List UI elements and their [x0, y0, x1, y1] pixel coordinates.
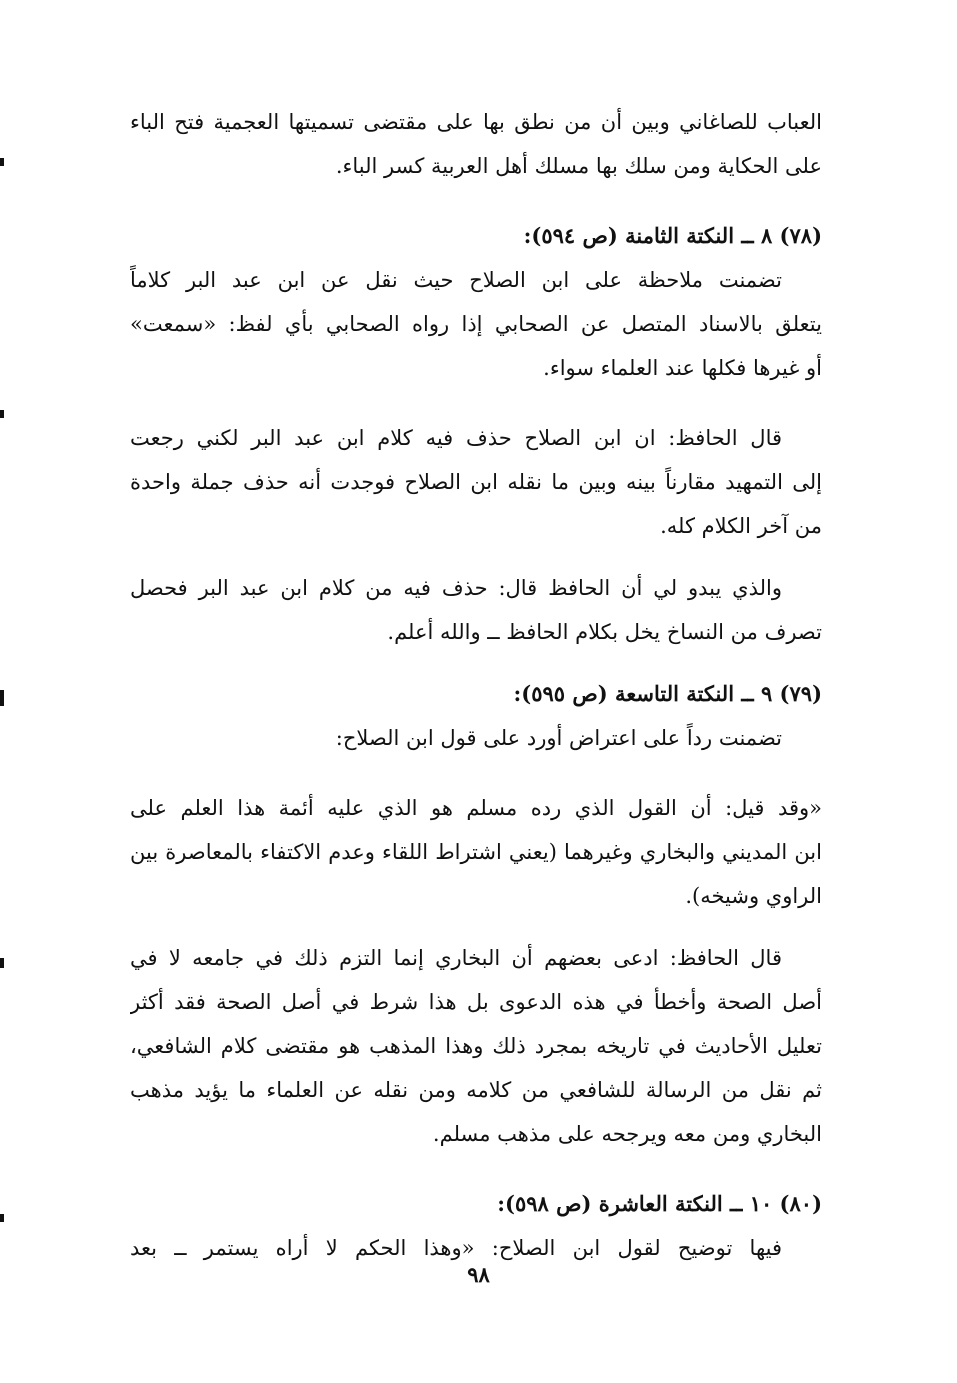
text-line: «وقد قيل: أن القول الذي رده مسلم هو الذي عليه أئمة هذا العلم على — [130, 796, 822, 820]
paragraph-quote — [130, 786, 822, 918]
text-line: ابن المديني والبخاري وغيرهما (يعني اشتراط اللقاء وعدم الاكتفاء بالمعاصرة بين — [130, 840, 822, 864]
paragraph-hafiz-response — [130, 936, 822, 1156]
text-line: على الحكاية ومن سلك بها مسلك أهل العربية كسر الباء. — [335, 154, 822, 178]
paragraph-continuation — [130, 100, 822, 188]
text-line: أصل الصحة وأخطأ في هذه الدعوى بل هذا شرط في أصل الصحة فقد أكثر — [130, 990, 822, 1014]
page-body — [130, 100, 822, 1270]
text-line: ثم نقل من الرسالة للشافعي من كلامه ومن نقله عن العلماء ما يؤيد مذهب — [130, 1078, 822, 1102]
text-line: الراوي وشيخه). — [685, 884, 822, 908]
paragraph-79-intro — [130, 716, 822, 760]
scan-edge-mark — [0, 690, 4, 706]
scan-edge-mark — [0, 410, 4, 418]
section-heading-78: (٧٨) ٨ ــ النكتة الثامنة (ص ٥٩٤): — [523, 223, 822, 248]
paragraph-opinion — [130, 566, 822, 654]
scan-edge-mark — [0, 1214, 4, 1222]
section-heading-80: (٨٠) ١٠ ــ النكتة العاشرة (ص ٥٩٨): — [497, 1191, 822, 1216]
text-line: تصرف من النساخ يخل بكلام الحافظ ــ والله أعلم. — [387, 620, 822, 644]
paragraph-78 — [130, 258, 822, 390]
text-line: تضمنت ملاحظة على ابن الصلاح حيث نقل عن ابن عبد البر كلاماً — [130, 268, 782, 292]
text-line: البخاري ومن معه ويرجحه على مذهب مسلم. — [432, 1122, 822, 1146]
text-line: إلى التمهيد مقارناً بينه وبين ما نقله ابن الصلاح فوجدت أنه حذف جملة واحدة — [130, 470, 822, 494]
text-line: من آخر الكلام كله. — [660, 514, 822, 538]
text-line: قال الحافظ: ان ابن الصلاح حذف فيه كلام ابن عبد البر لكني رجعت — [130, 426, 782, 450]
text-line: يتعلق بالاسناد المتصل عن الصحابي إذا رواه الصحابي بأي لفظ: «سمعت» — [130, 312, 822, 336]
text-line: فيها توضيح لقول ابن الصلاح: «وهذا الحكم لا أراه يستمر ــ بعد — [130, 1236, 782, 1260]
scan-edge-mark — [0, 958, 4, 968]
paragraph-hafiz-note — [130, 416, 822, 548]
scan-edge-mark — [0, 158, 4, 166]
text-line: تعليل الأحاديث في تاريخه بمجرد ذلك وهذا المذهب هو مقتضى كلام الشافعي، — [130, 1034, 822, 1058]
text-line: والذي يبدو لي أن الحافظ قال: حذف فيه من كلام ابن عبد البر فحصل — [130, 576, 782, 600]
page-number: ٩٨ — [467, 1262, 490, 1287]
text-line: أو غيرها فكلها عند العلماء سواء. — [543, 356, 822, 380]
text-line: قال الحافظ: ادعى بعضهم أن البخاري إنما التزم ذلك في جامعه لا في — [130, 946, 782, 970]
section-heading-79: (٧٩) ٩ ــ النكتة التاسعة (ص ٥٩٥): — [513, 681, 822, 706]
text-line: العباب للصاغاني وبين أن من نطق بها على مقتضى تسميتها العجمية فتح الباء — [130, 110, 822, 134]
text-line: تضمنت رداً على اعتراض أورد على قول ابن الصلاح: — [335, 726, 782, 750]
